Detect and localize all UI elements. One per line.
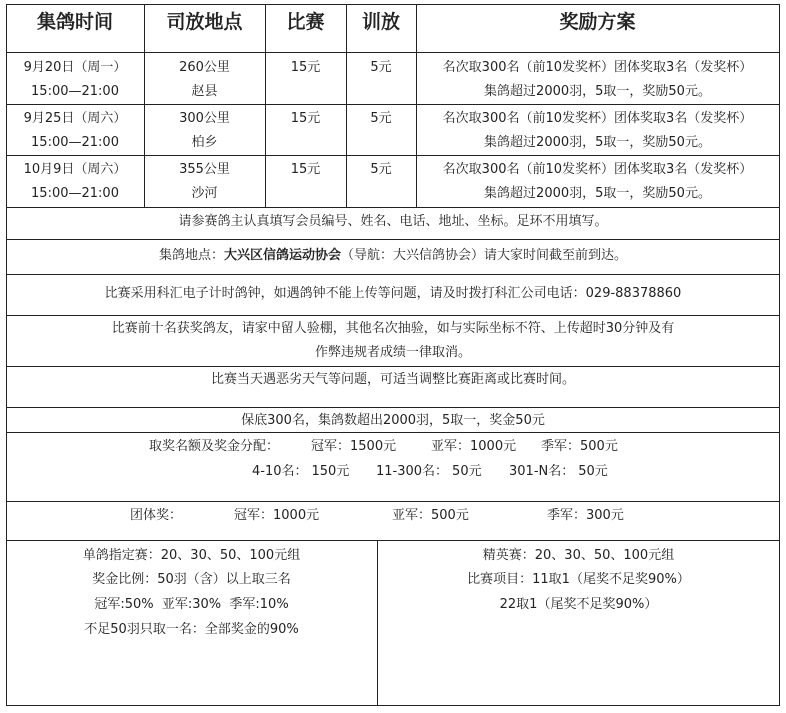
single-line-3: 冠军:50% 亚军:30% 季军:10% bbox=[94, 597, 289, 612]
note-check-line-2: 作弊违规者成绩一律取消。 bbox=[314, 345, 471, 360]
row-location: 赵县 bbox=[191, 84, 218, 99]
prize-first: 冠军：1500元 bbox=[311, 439, 397, 454]
elite-line-1: 精英赛：20、30、50、100元组 bbox=[482, 548, 675, 563]
row-race-fee: 15元 bbox=[290, 162, 321, 177]
venue-prefix: 集鸽地点： bbox=[158, 248, 224, 263]
venue-suffix: （导航：大兴信鸽协会）请大家时间截至前到达。 bbox=[341, 248, 628, 263]
row-divider bbox=[6, 274, 780, 275]
prize-rank-301-n: 301-N名： 50元 bbox=[509, 464, 608, 479]
table-border-top bbox=[6, 4, 780, 5]
row-divider bbox=[6, 155, 780, 156]
single-line-4: 不足50羽只取一名：全部奖金的90% bbox=[84, 622, 299, 637]
elite-line-3: 22取1（尾奖不足奖90%） bbox=[499, 597, 658, 612]
note-venue bbox=[6, 247, 780, 265]
prize-rank-11-300: 11-300名： 50元 bbox=[376, 464, 482, 479]
prize-intro: 取奖名额及奖金分配： bbox=[149, 439, 280, 454]
row-hours: 15:00—21:00 bbox=[31, 84, 119, 99]
header-time: 集鸽时间 bbox=[36, 11, 113, 33]
single-line-1: 单鸽指定赛：20、30、50、100元组 bbox=[82, 548, 301, 563]
prize-second: 亚军：1000元 bbox=[431, 439, 517, 454]
row-divider bbox=[6, 432, 780, 433]
row-divider bbox=[6, 315, 780, 316]
row-divider bbox=[6, 501, 780, 502]
header-place: 司放地点 bbox=[166, 11, 243, 33]
row-divider bbox=[6, 52, 780, 53]
team-third: 季军：300元 bbox=[547, 508, 624, 523]
row-reward-line-1: 名次取300名（前10发奖杯）团体奖取3名（发奖杯） bbox=[442, 60, 753, 75]
venue-name: 大兴区信鸽运动协会 bbox=[223, 248, 341, 263]
row-race-fee: 15元 bbox=[290, 111, 321, 126]
row-hours: 15:00—21:00 bbox=[31, 186, 119, 201]
race-schedule-table bbox=[6, 4, 780, 706]
note-check-line-1: 比赛前十名获奖鸽友，请家中留人验棚，其他名次抽验，如与实际坐标不符、上传超时30分钟及有 bbox=[111, 321, 675, 336]
row-reward-line-1: 名次取300名（前10发奖杯）团体奖取3名（发奖杯） bbox=[442, 162, 753, 177]
row-reward-line-2: 集鸽超过2000羽，5取一，奖励50元。 bbox=[484, 135, 711, 150]
header-reward: 奖励方案 bbox=[559, 11, 636, 33]
note-guarantee: 保底300名，集鸽数超出2000羽，5取一，奖金50元 bbox=[241, 413, 545, 428]
row-distance: 355公里 bbox=[179, 162, 230, 177]
row-divider bbox=[6, 104, 780, 105]
row-distance: 300公里 bbox=[179, 111, 230, 126]
row-divider bbox=[6, 366, 780, 367]
header-training: 训放 bbox=[361, 11, 400, 33]
prize-third: 季军：500元 bbox=[541, 439, 618, 454]
table-border-bottom bbox=[6, 705, 780, 706]
row-training-fee: 5元 bbox=[370, 111, 392, 126]
elite-line-2: 比赛项目：11取1（尾奖不足奖90%） bbox=[467, 572, 690, 587]
note-fill-in: 请参赛鸽主认真填写会员编号、姓名、电话、地址、坐标。足环不用填写。 bbox=[178, 214, 608, 229]
row-date: 9月20日（周一） bbox=[23, 60, 127, 75]
row-divider bbox=[6, 407, 780, 408]
row-date: 10月9日（周六） bbox=[23, 162, 127, 177]
team-second: 亚军：500元 bbox=[392, 508, 469, 523]
row-hours: 15:00—21:00 bbox=[31, 135, 119, 150]
row-date: 9月25日（周六） bbox=[23, 111, 127, 126]
single-line-2: 奖金比例：50羽（含）以上取三名 bbox=[92, 572, 291, 587]
row-divider bbox=[6, 207, 780, 208]
row-training-fee: 5元 bbox=[370, 60, 392, 75]
row-reward-line-1: 名次取300名（前10发奖杯）团体奖取3名（发奖杯） bbox=[442, 111, 753, 126]
row-reward-line-2: 集鸽超过2000羽，5取一，奖励50元。 bbox=[484, 186, 711, 201]
team-first: 冠军：1000元 bbox=[234, 508, 320, 523]
row-training-fee: 5元 bbox=[370, 162, 392, 177]
row-location: 柏乡 bbox=[191, 135, 218, 150]
row-location: 沙河 bbox=[191, 186, 218, 201]
note-clock: 比赛采用科汇电子计时鸽钟，如遇鸽钟不能上传等问题，请及时拨打科汇公司电话：029-88378860 bbox=[104, 286, 682, 301]
row-divider bbox=[6, 239, 780, 240]
header-race: 比赛 bbox=[286, 11, 325, 33]
team-label: 团体奖： bbox=[130, 508, 183, 523]
row-distance: 260公里 bbox=[179, 60, 230, 75]
row-divider bbox=[6, 540, 780, 541]
row-race-fee: 15元 bbox=[290, 60, 321, 75]
prize-rank-4-10: 4-10名： 150元 bbox=[252, 464, 350, 479]
row-reward-line-2: 集鸽超过2000羽，5取一，奖励50元。 bbox=[484, 84, 711, 99]
note-weather: 比赛当天遇恶劣天气等问题，可适当调整比赛距离或比赛时间。 bbox=[210, 372, 575, 387]
